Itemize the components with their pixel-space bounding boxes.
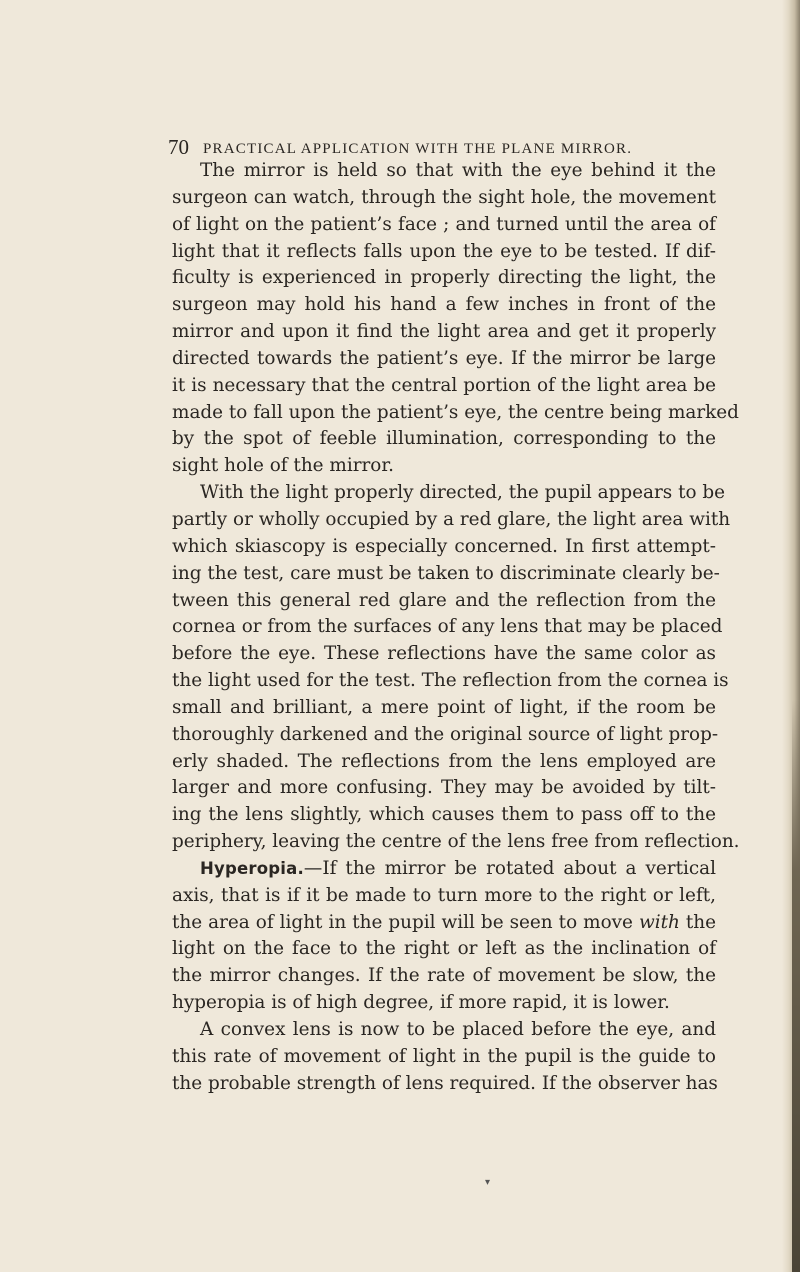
text-line: erly shaded. The reflections from the lens employed are [172,750,716,772]
text-line: larger and more confusing. They may be avoided by tilt- [172,777,716,799]
text-fragment: the area of light in the pupil will be seen to move [172,911,633,933]
text-fragment: the [685,911,716,933]
text-line: the light used for the test. The reflection from the cornea is [172,670,729,692]
text-line: hyperopia is of high degree, if more rapid, it is lower. [172,992,670,1014]
running-head: PRACTICAL APPLICATION WITH THE PLANE MIRROR. [203,141,633,157]
text-line: A convex lens is now to be placed before the eye, and [200,1019,716,1040]
text-line: light that it reflects falls upon the eye to be tested. If dif- [172,240,716,262]
ink-speck: ▾ [485,1177,491,1188]
text-line: surgeon may hold his hand a few inches in front of the [172,294,716,316]
text-line: it is necessary that the central portion of the light area be [172,374,716,396]
text-line: tween this general red glare and the reflection from the [172,589,716,611]
page-number: 70 [168,135,189,159]
body-text [172,158,740,1098]
text-line: partly or wholly occupied by a red glare, the light area with [172,508,731,530]
italic-word: with [638,911,680,933]
text-line: before the eye. These reflections have the same color as [172,643,716,665]
text-line: periphery, leaving the centre of the lens free from reflection. [172,831,740,853]
text-line: of light on the patient’s face ; and turned until the area of [172,213,716,235]
text-fragment: —If the mirror be rotated about a vertical [303,857,716,879]
text-line [172,910,716,937]
text-line: directed towards the patient’s eye. If the mirror be large [172,347,716,369]
text-line: the mirror changes. If the rate of movement be slow, the [172,965,716,987]
text-line: cornea or from the surfaces of any lens that may be placed [172,616,723,638]
text-line: With the light properly directed, the pupil appears to be [200,482,726,504]
text-line [172,856,716,883]
text-line: surgeon can watch, through the sight hole, the movement [172,186,716,208]
text-line: this rate of movement of light in the pupil is the guide to [172,1045,716,1067]
text-line: axis, that is if it be made to turn more to the right or left, [172,884,716,906]
text-line: small and brilliant, a mere point of light, if the room be [172,696,716,718]
text-line: made to fall upon the patient’s eye, the centre being marked [172,401,739,423]
text-line: by the spot of feeble illumination, corresponding to the [172,428,716,450]
text-line: the probable strength of lens required. If the observer has [172,1072,718,1094]
text-line: ing the test, care must be taken to discriminate clearly be- [172,562,720,584]
text-line: light on the face to the right or left as the inclination of [172,938,716,960]
text-line: mirror and upon it find the light area and get it properly [172,321,716,343]
page-edge-dark-shadow [792,700,800,1272]
text-line: which skiascopy is especially concerned. In first attempt- [172,535,716,557]
text-line: thoroughly darkened and the original source of light prop- [172,723,719,745]
text-line: ficulty is experienced in properly directing the light, the [172,267,716,289]
section-heading: Hyperopia. [200,858,304,878]
text-line: The mirror is held so that with the eye behind it the [200,160,716,181]
text-line: ing the lens slightly, which causes them to pass off to the [172,804,716,826]
text-line: sight hole of the mirror. [172,455,394,477]
